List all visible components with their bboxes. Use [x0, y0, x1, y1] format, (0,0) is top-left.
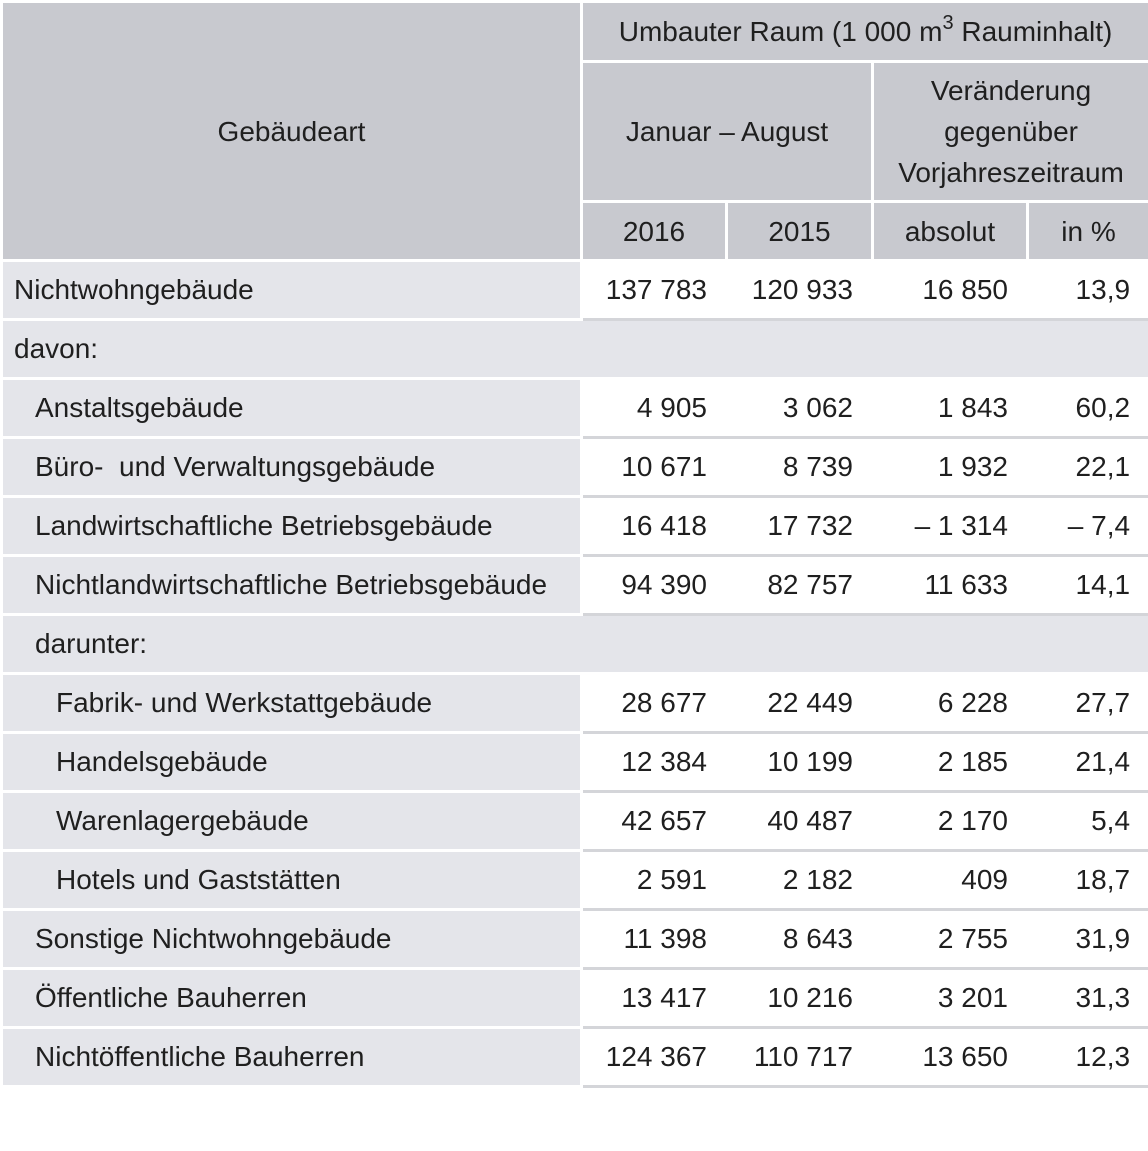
header-group-title [582, 2, 1148, 62]
cell-pct: 13,9 [1028, 261, 1148, 320]
header-change-line2: gegenüber [944, 116, 1078, 147]
cell-2016: 16 418 [582, 497, 727, 556]
cell-2015: 8 739 [727, 438, 873, 497]
cell-pct: 21,4 [1028, 733, 1148, 792]
cell-2015: 40 487 [727, 792, 873, 851]
cell-absolut: – 1 314 [873, 497, 1028, 556]
cell-2016: 10 671 [582, 438, 727, 497]
cell-absolut: 2 755 [873, 910, 1028, 969]
table-row [2, 556, 1148, 615]
cell-2016: 13 417 [582, 969, 727, 1028]
cell-2015: 17 732 [727, 497, 873, 556]
table-row [2, 910, 1148, 969]
section-label: davon: [2, 320, 1148, 379]
cell-2016: 94 390 [582, 556, 727, 615]
cell-absolut: 2 170 [873, 792, 1028, 851]
cell-absolut: 11 633 [873, 556, 1028, 615]
cell-2015: 110 717 [727, 1028, 873, 1087]
cell-pct: 31,3 [1028, 969, 1148, 1028]
cell-2015: 2 182 [727, 851, 873, 910]
cell-2016: 11 398 [582, 910, 727, 969]
header-change-line3: Vorjahreszeitraum [898, 157, 1124, 188]
cell-pct: – 7,4 [1028, 497, 1148, 556]
cell-2016: 42 657 [582, 792, 727, 851]
row-label: Büro- und Verwaltungsgebäude [2, 438, 582, 497]
row-label: Handelsgebäude [2, 733, 582, 792]
section-label: darunter: [2, 615, 1148, 674]
header-period: Januar – August [582, 62, 873, 202]
section-row [2, 615, 1148, 674]
cell-pct: 27,7 [1028, 674, 1148, 733]
header-group-title-end: Rauminhalt) [953, 16, 1113, 47]
cell-absolut: 409 [873, 851, 1028, 910]
cell-absolut: 16 850 [873, 261, 1028, 320]
cell-absolut: 6 228 [873, 674, 1028, 733]
table-row [2, 733, 1148, 792]
cell-absolut: 3 201 [873, 969, 1028, 1028]
cell-pct: 31,9 [1028, 910, 1148, 969]
cell-pct: 22,1 [1028, 438, 1148, 497]
table-header [2, 2, 1148, 261]
cell-pct: 5,4 [1028, 792, 1148, 851]
header-gebaeudeart: Gebäudeart [2, 2, 582, 261]
cell-pct: 18,7 [1028, 851, 1148, 910]
table-body [2, 261, 1148, 1087]
header-absolut: absolut [873, 202, 1028, 261]
row-label: Warenlagergebäude [2, 792, 582, 851]
cell-absolut: 1 843 [873, 379, 1028, 438]
table-row [2, 674, 1148, 733]
row-label: Nichtlandwirtschaftliche Betriebsgebäude [2, 556, 582, 615]
cell-2015: 82 757 [727, 556, 873, 615]
cell-2016: 137 783 [582, 261, 727, 320]
cell-2015: 22 449 [727, 674, 873, 733]
cell-absolut: 2 185 [873, 733, 1028, 792]
header-pct: in % [1028, 202, 1148, 261]
cell-2016: 28 677 [582, 674, 727, 733]
table-row [2, 438, 1148, 497]
row-label: Landwirtschaftliche Betriebsgebäude [2, 497, 582, 556]
cell-2016: 12 384 [582, 733, 727, 792]
table-row [2, 792, 1148, 851]
header-change [873, 62, 1148, 202]
cell-2015: 10 216 [727, 969, 873, 1028]
cell-2015: 120 933 [727, 261, 873, 320]
cell-pct: 14,1 [1028, 556, 1148, 615]
cell-2016: 4 905 [582, 379, 727, 438]
table-row [2, 969, 1148, 1028]
header-2016: 2016 [582, 202, 727, 261]
row-label: Öffentliche Bauherren [2, 969, 582, 1028]
table-row [2, 851, 1148, 910]
cell-2015: 8 643 [727, 910, 873, 969]
section-row [2, 320, 1148, 379]
table-row [2, 1028, 1148, 1087]
header-2015: 2015 [727, 202, 873, 261]
row-label: Fabrik- und Werkstattgebäude [2, 674, 582, 733]
cell-2015: 10 199 [727, 733, 873, 792]
table-row [2, 497, 1148, 556]
table-row [2, 379, 1148, 438]
header-group-title-sup: 3 [942, 12, 954, 34]
cell-2016: 2 591 [582, 851, 727, 910]
row-label: Anstaltsgebäude [2, 379, 582, 438]
cell-pct: 12,3 [1028, 1028, 1148, 1087]
cell-absolut: 1 932 [873, 438, 1028, 497]
cell-absolut: 13 650 [873, 1028, 1028, 1087]
cell-2015: 3 062 [727, 379, 873, 438]
cell-2016: 124 367 [582, 1028, 727, 1087]
cell-pct: 60,2 [1028, 379, 1148, 438]
row-label: Nichtwohngebäude [2, 261, 582, 320]
row-label: Nichtöffentliche Bauherren [2, 1028, 582, 1087]
header-change-line1: Veränderung [930, 75, 1092, 106]
table-row [2, 261, 1148, 320]
row-label: Sonstige Nichtwohngebäude [2, 910, 582, 969]
row-label: Hotels und Gaststätten [2, 851, 582, 910]
header-group-title-main: Umbauter Raum (1 000 m [618, 16, 943, 47]
